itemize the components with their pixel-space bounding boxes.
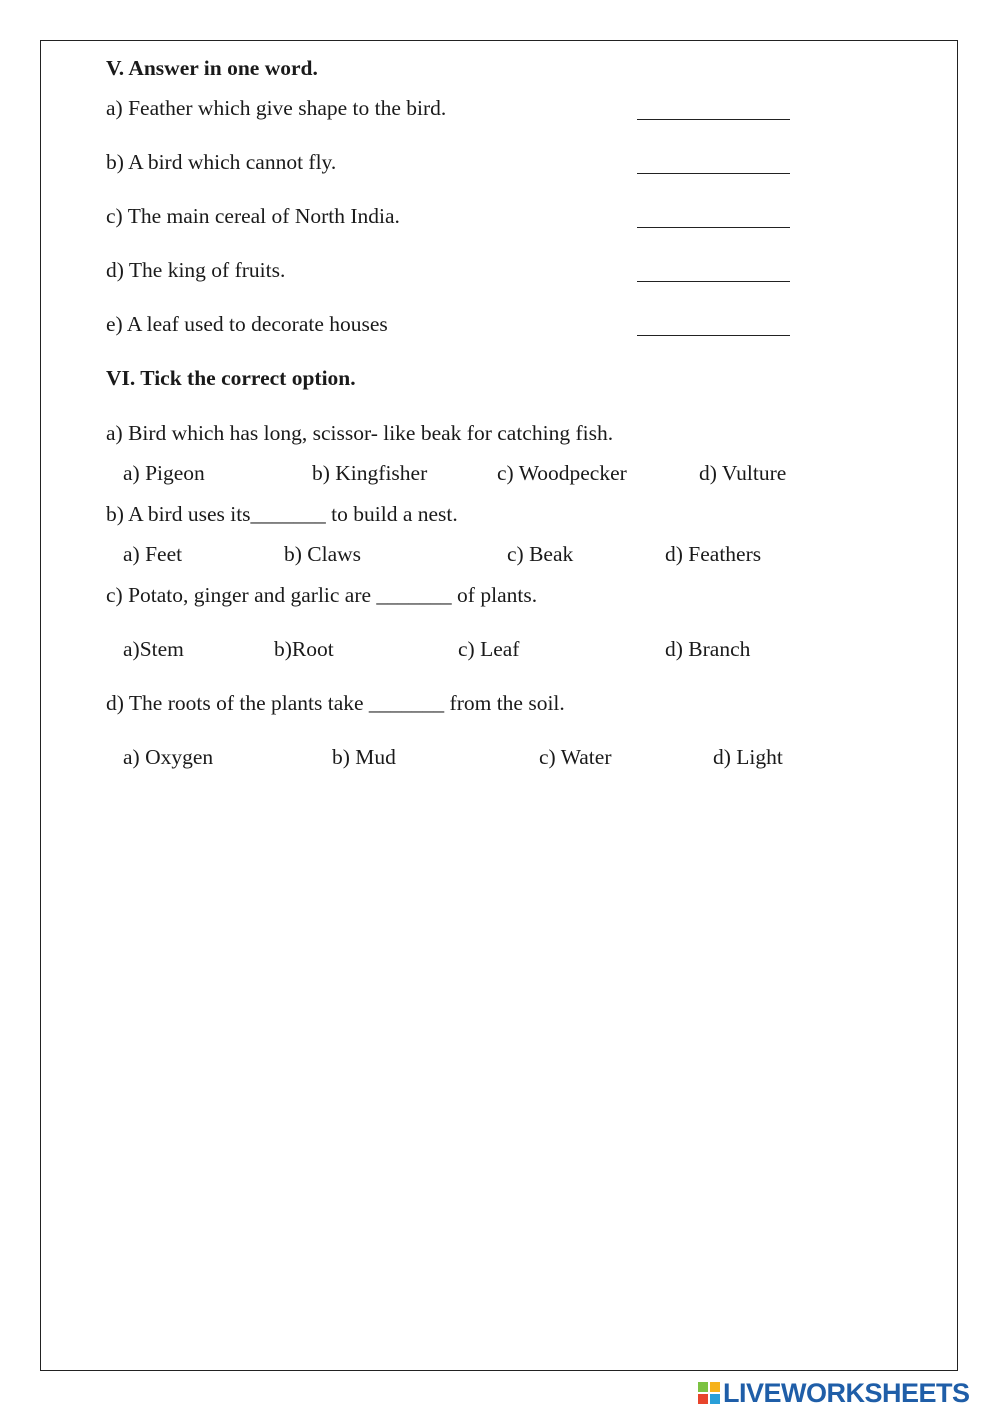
- question-5b: b) A bird which cannot fly.: [106, 150, 337, 174]
- option-6d-a[interactable]: a) Oxygen: [123, 745, 214, 769]
- question-5a: a) Feather which give shape to the bird.: [106, 96, 447, 120]
- option-6d-d[interactable]: d) Light: [713, 745, 783, 769]
- answer-blank-5b[interactable]: [637, 173, 790, 174]
- question-5d: d) The king of fruits.: [106, 258, 286, 282]
- question-6c: c) Potato, ginger and garlic are _______ of plants.: [106, 583, 538, 607]
- question-6d: d) The roots of the plants take _______ from the soil.: [106, 691, 565, 715]
- question-5e: e) A leaf used to decorate houses: [106, 312, 388, 336]
- question-6a: a) Bird which has long, scissor- like beak for catching fish.: [106, 421, 614, 445]
- answer-blank-5e[interactable]: [637, 335, 790, 336]
- section-5-heading: V. Answer in one word.: [106, 56, 318, 80]
- section-6-heading: VI. Tick the correct option.: [106, 366, 356, 390]
- option-6c-b[interactable]: b)Root: [274, 637, 334, 661]
- option-6d-b[interactable]: b) Mud: [332, 745, 396, 769]
- option-6c-d[interactable]: d) Branch: [665, 637, 751, 661]
- option-6c-c[interactable]: c) Leaf: [458, 637, 520, 661]
- option-6c-a[interactable]: a)Stem: [123, 637, 184, 661]
- option-6b-b[interactable]: b) Claws: [284, 542, 362, 566]
- answer-blank-5d[interactable]: [637, 281, 790, 282]
- option-6b-a[interactable]: a) Feet: [123, 542, 183, 566]
- answer-blank-5c[interactable]: [637, 227, 790, 228]
- liveworksheets-brand-text: LIVEWORKSHEETS: [723, 1377, 970, 1408]
- option-6b-c[interactable]: c) Beak: [507, 542, 574, 566]
- option-6a-c[interactable]: c) Woodpecker: [497, 461, 627, 485]
- question-6b: b) A bird uses its_______ to build a nest.: [106, 502, 458, 526]
- option-6a-a[interactable]: a) Pigeon: [123, 461, 205, 485]
- liveworksheets-logo: [698, 1378, 970, 1408]
- answer-blank-5a[interactable]: [637, 119, 790, 120]
- question-5c: c) The main cereal of North India.: [106, 204, 400, 228]
- option-6b-d[interactable]: d) Feathers: [665, 542, 762, 566]
- liveworksheets-logo-icon: [698, 1382, 720, 1404]
- option-6a-b[interactable]: b) Kingfisher: [312, 461, 428, 485]
- option-6d-c[interactable]: c) Water: [539, 745, 612, 769]
- option-6a-d[interactable]: d) Vulture: [699, 461, 787, 485]
